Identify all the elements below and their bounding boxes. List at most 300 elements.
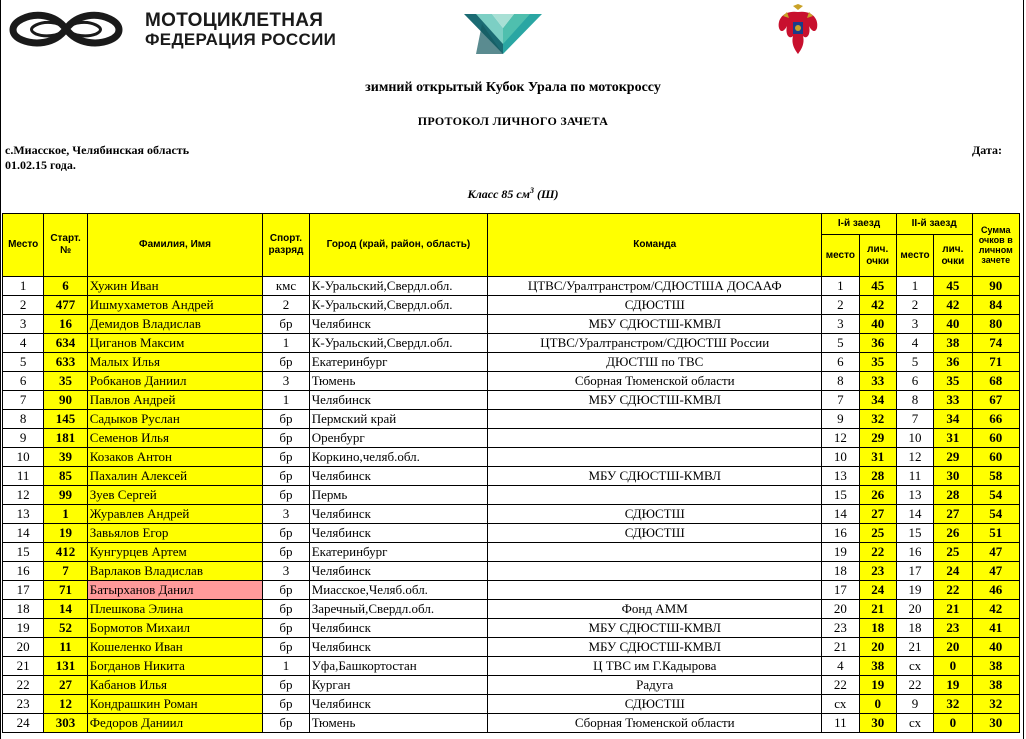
cell-total: 51 [972, 524, 1019, 543]
table-row [3, 657, 1020, 676]
cell-place: 5 [3, 353, 44, 372]
cell-rank: 1 [263, 334, 309, 353]
table-row [3, 676, 1020, 695]
cell-race1-points: 18 [859, 619, 896, 638]
col-header-name: Фамилия, Имя [87, 214, 263, 277]
cell-race1-points: 19 [859, 676, 896, 695]
table-row [3, 410, 1020, 429]
cell-city: Оренбург [309, 429, 488, 448]
cell-race1-place: 3 [822, 315, 859, 334]
cell-race1-place: 8 [822, 372, 859, 391]
cell-name: Пахалин Алексей [87, 467, 263, 486]
cell-city: Заречный,Свердл.обл. [309, 600, 488, 619]
cell-race2-place: сх [896, 714, 933, 733]
cell-race2-place: 19 [896, 581, 933, 600]
cell-place: 12 [3, 486, 44, 505]
cell-race2-points: 40 [934, 315, 972, 334]
cell-start: 39 [44, 448, 87, 467]
cell-race2-place: 3 [896, 315, 933, 334]
cell-start: 90 [44, 391, 87, 410]
cell-start: 633 [44, 353, 87, 372]
cell-start: 477 [44, 296, 87, 315]
cell-name: Варлаков Владислав [87, 562, 263, 581]
cell-city: Уфа,Башкортостан [309, 657, 488, 676]
cell-place: 1 [3, 277, 44, 296]
cell-place: 10 [3, 448, 44, 467]
cell-name: Робканов Даниил [87, 372, 263, 391]
cell-name: Кабанов Илья [87, 676, 263, 695]
cell-race1-points: 29 [859, 429, 896, 448]
cell-rank: бр [263, 448, 309, 467]
cell-race1-place: 15 [822, 486, 859, 505]
cell-race1-place: 12 [822, 429, 859, 448]
cell-race2-points: 24 [934, 562, 972, 581]
cell-race2-points: 42 [934, 296, 972, 315]
cell-name: Кондрашкин Роман [87, 695, 263, 714]
class-label-sup: 3 [529, 186, 534, 195]
cell-name: Батырханов Данил [87, 581, 263, 600]
cell-start: 181 [44, 429, 87, 448]
cell-city: Миасское,Челяб.обл. [309, 581, 488, 600]
cell-start: 16 [44, 315, 87, 334]
cell-name: Садыков Руслан [87, 410, 263, 429]
col-header-place: Место [3, 214, 44, 277]
cell-start: 6 [44, 277, 87, 296]
table-row [3, 372, 1020, 391]
cell-race2-place: 10 [896, 429, 933, 448]
cell-race2-place: 4 [896, 334, 933, 353]
cell-place: 4 [3, 334, 44, 353]
cell-rank: бр [263, 353, 309, 372]
protocol-title: ПРОТОКОЛ ЛИЧНОГО ЗАЧЕТА [417, 114, 609, 128]
cell-rank: 3 [263, 372, 309, 391]
cell-team: СДЮСТШ [488, 296, 822, 315]
cell-total: 60 [972, 448, 1019, 467]
cell-place: 9 [3, 429, 44, 448]
cell-name: Бормотов Михаил [87, 619, 263, 638]
cell-place: 17 [3, 581, 44, 600]
cell-name: Зуев Сергей [87, 486, 263, 505]
cell-race2-points: 26 [934, 524, 972, 543]
cell-race2-points: 33 [934, 391, 972, 410]
cell-rank: бр [263, 619, 309, 638]
cell-race1-points: 27 [859, 505, 896, 524]
cell-total: 71 [972, 353, 1019, 372]
cell-total: 74 [972, 334, 1019, 353]
cell-rank: бр [263, 410, 309, 429]
cell-race1-place: 22 [822, 676, 859, 695]
table-row [3, 505, 1020, 524]
table-row [3, 695, 1020, 714]
cell-team: Радуга [488, 676, 822, 695]
cell-race1-place: 16 [822, 524, 859, 543]
cell-total: 41 [972, 619, 1019, 638]
cell-name: Хужин Иван [87, 277, 263, 296]
cell-race1-place: 18 [822, 562, 859, 581]
cell-race1-points: 42 [859, 296, 896, 315]
cell-city: Челябинск [309, 695, 488, 714]
cell-race1-points: 38 [859, 657, 896, 676]
cell-race2-points: 31 [934, 429, 972, 448]
cell-race1-place: сх [822, 695, 859, 714]
cell-rank: бр [263, 714, 309, 733]
cell-race1-points: 31 [859, 448, 896, 467]
cell-city: Пермь [309, 486, 488, 505]
cell-rank: 1 [263, 391, 309, 410]
cell-place: 8 [3, 410, 44, 429]
date-label: Дата: [972, 143, 1002, 157]
cell-total: 47 [972, 562, 1019, 581]
cell-race1-place: 1 [822, 277, 859, 296]
cell-race2-points: 23 [934, 619, 972, 638]
cell-team: МБУ СДЮСТШ-КМВЛ [488, 638, 822, 657]
cell-place: 18 [3, 600, 44, 619]
cell-start: 19 [44, 524, 87, 543]
event-date: 01.02.15 года. [5, 158, 76, 172]
coat-of-arms-icon [775, 4, 821, 60]
cell-race2-points: 35 [934, 372, 972, 391]
cell-race1-points: 33 [859, 372, 896, 391]
cell-total: 42 [972, 600, 1019, 619]
cell-race1-place: 5 [822, 334, 859, 353]
cell-team: СДЮСТШ [488, 505, 822, 524]
col-header-race1-points: лич. очки [859, 235, 896, 277]
table-row [3, 581, 1020, 600]
cell-team: ЦТВС/Уралтранстром/СДЮСТШ России [488, 334, 822, 353]
cell-total: 38 [972, 657, 1019, 676]
cell-start: 412 [44, 543, 87, 562]
cell-total: 58 [972, 467, 1019, 486]
cell-start: 14 [44, 600, 87, 619]
cell-team: СДЮСТШ [488, 695, 822, 714]
table-row [3, 315, 1020, 334]
cell-rank: 3 [263, 505, 309, 524]
cell-total: 80 [972, 315, 1019, 334]
cell-race1-place: 6 [822, 353, 859, 372]
cell-name: Козаков Антон [87, 448, 263, 467]
table-row [3, 543, 1020, 562]
cell-name: Демидов Владислав [87, 315, 263, 334]
cell-race1-points: 23 [859, 562, 896, 581]
federation-name-line1: МОТОЦИКЛЕТНАЯ [145, 10, 324, 31]
cell-rank: бр [263, 429, 309, 448]
cell-race1-place: 2 [822, 296, 859, 315]
cell-place: 24 [3, 714, 44, 733]
federation-name [145, 11, 336, 49]
cell-name: Павлов Андрей [87, 391, 263, 410]
cell-race1-place: 20 [822, 600, 859, 619]
cell-race1-points: 35 [859, 353, 896, 372]
cell-rank: бр [263, 600, 309, 619]
cell-race2-place: 18 [896, 619, 933, 638]
cell-race2-place: 13 [896, 486, 933, 505]
cell-race2-points: 22 [934, 581, 972, 600]
col-header-race2-points: лич. очки [934, 235, 972, 277]
cell-race1-place: 7 [822, 391, 859, 410]
cell-city: Курган [309, 676, 488, 695]
cell-total: 32 [972, 695, 1019, 714]
table-row [3, 334, 1020, 353]
event-location: с.Миасское, Челябинская область [5, 143, 190, 157]
cell-place: 14 [3, 524, 44, 543]
cell-team [488, 581, 822, 600]
cell-city: Челябинск [309, 315, 488, 334]
cell-race2-place: 8 [896, 391, 933, 410]
cell-race2-place: 20 [896, 600, 933, 619]
cell-team: МБУ СДЮСТШ-КМВЛ [488, 391, 822, 410]
cell-race1-place: 9 [822, 410, 859, 429]
cell-place: 6 [3, 372, 44, 391]
results-body [3, 277, 1020, 733]
table-row [3, 296, 1020, 315]
col-header-city: Город (край, район, область) [309, 214, 488, 277]
cell-start: 35 [44, 372, 87, 391]
event-title: зимний открытый Кубок Урала по мотокроссу [365, 80, 661, 95]
cell-total: 54 [972, 486, 1019, 505]
cell-race1-points: 28 [859, 467, 896, 486]
cell-total: 90 [972, 277, 1019, 296]
cell-city: К-Уральский,Свердл.обл. [309, 334, 488, 353]
cell-start: 52 [44, 619, 87, 638]
cell-race2-place: 11 [896, 467, 933, 486]
cell-team: Ц ТВС им Г.Кадырова [488, 657, 822, 676]
table-row [3, 429, 1020, 448]
cell-race2-place: 9 [896, 695, 933, 714]
m-emblem-icon [462, 10, 544, 56]
cell-race1-place: 19 [822, 543, 859, 562]
cell-race1-points: 0 [859, 695, 896, 714]
cell-race1-points: 26 [859, 486, 896, 505]
table-row [3, 619, 1020, 638]
cell-team: СДЮСТШ [488, 524, 822, 543]
cell-city: Челябинск [309, 562, 488, 581]
table-row [3, 714, 1020, 733]
cell-start: 131 [44, 657, 87, 676]
cell-city: Екатеринбург [309, 353, 488, 372]
cell-race1-points: 45 [859, 277, 896, 296]
col-header-rank: Спорт. разряд [263, 214, 309, 277]
cell-total: 54 [972, 505, 1019, 524]
class-label-suffix: (Ш) [533, 187, 559, 201]
cell-name: Завьялов Егор [87, 524, 263, 543]
cell-total: 60 [972, 429, 1019, 448]
cell-team: ЦТВС/Уралтранстром/СДЮСТША ДОСААФ [488, 277, 822, 296]
col-header-race2-place: место [896, 235, 933, 277]
cell-race2-points: 0 [934, 714, 972, 733]
cell-team: Фонд АММ [488, 600, 822, 619]
cell-rank: бр [263, 638, 309, 657]
cell-city: Екатеринбург [309, 543, 488, 562]
cell-race2-points: 34 [934, 410, 972, 429]
cell-race1-place: 13 [822, 467, 859, 486]
cell-race2-points: 45 [934, 277, 972, 296]
cell-total: 84 [972, 296, 1019, 315]
cell-rank: бр [263, 486, 309, 505]
cell-total: 66 [972, 410, 1019, 429]
cell-race1-points: 32 [859, 410, 896, 429]
cell-place: 19 [3, 619, 44, 638]
cell-name: Кунгурцев Артем [87, 543, 263, 562]
cell-race2-place: 14 [896, 505, 933, 524]
cell-city: Челябинск [309, 619, 488, 638]
cell-team: МБУ СДЮСТШ-КМВЛ [488, 619, 822, 638]
table-row [3, 277, 1020, 296]
cell-total: 67 [972, 391, 1019, 410]
cell-city: К-Уральский,Свердл.обл. [309, 277, 488, 296]
event-location-date [5, 143, 189, 173]
cell-race2-points: 25 [934, 543, 972, 562]
cell-start: 12 [44, 695, 87, 714]
cell-team [488, 448, 822, 467]
cell-race1-points: 22 [859, 543, 896, 562]
cell-team [488, 562, 822, 581]
cell-team: ДЮСТШ по ТВС [488, 353, 822, 372]
cell-name: Циганов Максим [87, 334, 263, 353]
cell-rank: бр [263, 581, 309, 600]
cell-race2-points: 29 [934, 448, 972, 467]
cell-name: Семенов Илья [87, 429, 263, 448]
cell-name: Федоров Даниил [87, 714, 263, 733]
cell-race2-place: 5 [896, 353, 933, 372]
cell-race1-points: 25 [859, 524, 896, 543]
col-header-team: Команда [488, 214, 822, 277]
cell-race1-points: 24 [859, 581, 896, 600]
cell-race2-place: 12 [896, 448, 933, 467]
table-row [3, 467, 1020, 486]
cell-name: Кошеленко Иван [87, 638, 263, 657]
cell-race1-points: 20 [859, 638, 896, 657]
cell-race2-place: 7 [896, 410, 933, 429]
cell-race2-place: 21 [896, 638, 933, 657]
cell-name: Плешкова Элина [87, 600, 263, 619]
cell-race2-place: 16 [896, 543, 933, 562]
cell-team [488, 410, 822, 429]
table-row [3, 353, 1020, 372]
cell-race1-points: 36 [859, 334, 896, 353]
cell-place: 16 [3, 562, 44, 581]
cell-start: 145 [44, 410, 87, 429]
cell-city: Челябинск [309, 505, 488, 524]
cell-team: МБУ СДЮСТШ-КМВЛ [488, 467, 822, 486]
cell-total: 46 [972, 581, 1019, 600]
cell-city: Пермский край [309, 410, 488, 429]
cell-race2-place: 17 [896, 562, 933, 581]
cell-rank: бр [263, 315, 309, 334]
cell-race1-points: 21 [859, 600, 896, 619]
cell-start: 99 [44, 486, 87, 505]
cell-race2-place: 1 [896, 277, 933, 296]
cell-total: 38 [972, 676, 1019, 695]
logo-row [0, 0, 1026, 70]
cell-race2-points: 27 [934, 505, 972, 524]
cell-race1-place: 14 [822, 505, 859, 524]
cell-race1-place: 23 [822, 619, 859, 638]
cell-team: Сборная Тюменской области [488, 714, 822, 733]
cell-race2-points: 36 [934, 353, 972, 372]
col-header-race1: I-й заезд [822, 214, 897, 235]
cell-race1-place: 21 [822, 638, 859, 657]
cell-city: Челябинск [309, 467, 488, 486]
cell-race2-points: 20 [934, 638, 972, 657]
cell-city: Коркино,челяб.обл. [309, 448, 488, 467]
cell-place: 20 [3, 638, 44, 657]
cell-race2-points: 30 [934, 467, 972, 486]
cell-race2-points: 32 [934, 695, 972, 714]
table-row [3, 562, 1020, 581]
cell-start: 71 [44, 581, 87, 600]
cell-race2-place: 22 [896, 676, 933, 695]
cell-race1-points: 40 [859, 315, 896, 334]
table-row [3, 524, 1020, 543]
cell-start: 85 [44, 467, 87, 486]
cell-start: 1 [44, 505, 87, 524]
table-row [3, 638, 1020, 657]
cell-city: Челябинск [309, 638, 488, 657]
cell-rank: 2 [263, 296, 309, 315]
cell-city: К-Уральский,Свердл.обл. [309, 296, 488, 315]
cell-place: 11 [3, 467, 44, 486]
cell-team [488, 429, 822, 448]
cell-start: 7 [44, 562, 87, 581]
cell-race2-place: 15 [896, 524, 933, 543]
federation-name-line2: ФЕДЕРАЦИЯ РОССИИ [145, 30, 337, 49]
cell-race1-place: 10 [822, 448, 859, 467]
cell-rank: бр [263, 695, 309, 714]
motorcycle-federation-logo-icon [4, 9, 128, 49]
class-label [0, 186, 1026, 202]
cell-rank: 1 [263, 657, 309, 676]
cell-rank: бр [263, 524, 309, 543]
cell-race2-points: 28 [934, 486, 972, 505]
cell-place: 21 [3, 657, 44, 676]
cell-city: Челябинск [309, 524, 488, 543]
cell-name: Малых Илья [87, 353, 263, 372]
cell-race2-place: 2 [896, 296, 933, 315]
cell-total: 30 [972, 714, 1019, 733]
cell-race2-points: 38 [934, 334, 972, 353]
table-row [3, 600, 1020, 619]
col-header-race2: II-й заезд [896, 214, 972, 235]
cell-rank: бр [263, 543, 309, 562]
cell-race1-place: 17 [822, 581, 859, 600]
cell-start: 27 [44, 676, 87, 695]
cell-race1-points: 30 [859, 714, 896, 733]
cell-race1-points: 34 [859, 391, 896, 410]
cell-race1-place: 11 [822, 714, 859, 733]
cell-rank: бр [263, 676, 309, 695]
cell-city: Челябинск [309, 391, 488, 410]
cell-start: 303 [44, 714, 87, 733]
cell-place: 13 [3, 505, 44, 524]
cell-place: 3 [3, 315, 44, 334]
cell-race2-place: сх [896, 657, 933, 676]
cell-place: 23 [3, 695, 44, 714]
col-header-start: Старт. № [44, 214, 87, 277]
cell-total: 68 [972, 372, 1019, 391]
cell-city: Тюмень [309, 714, 488, 733]
cell-start: 11 [44, 638, 87, 657]
cell-place: 15 [3, 543, 44, 562]
table-row [3, 391, 1020, 410]
cell-place: 22 [3, 676, 44, 695]
cell-race1-place: 4 [822, 657, 859, 676]
cell-team [488, 543, 822, 562]
cell-total: 40 [972, 638, 1019, 657]
cell-rank: кмс [263, 277, 309, 296]
cell-race2-points: 0 [934, 657, 972, 676]
cell-name: Богданов Никита [87, 657, 263, 676]
results-table [2, 213, 1020, 733]
